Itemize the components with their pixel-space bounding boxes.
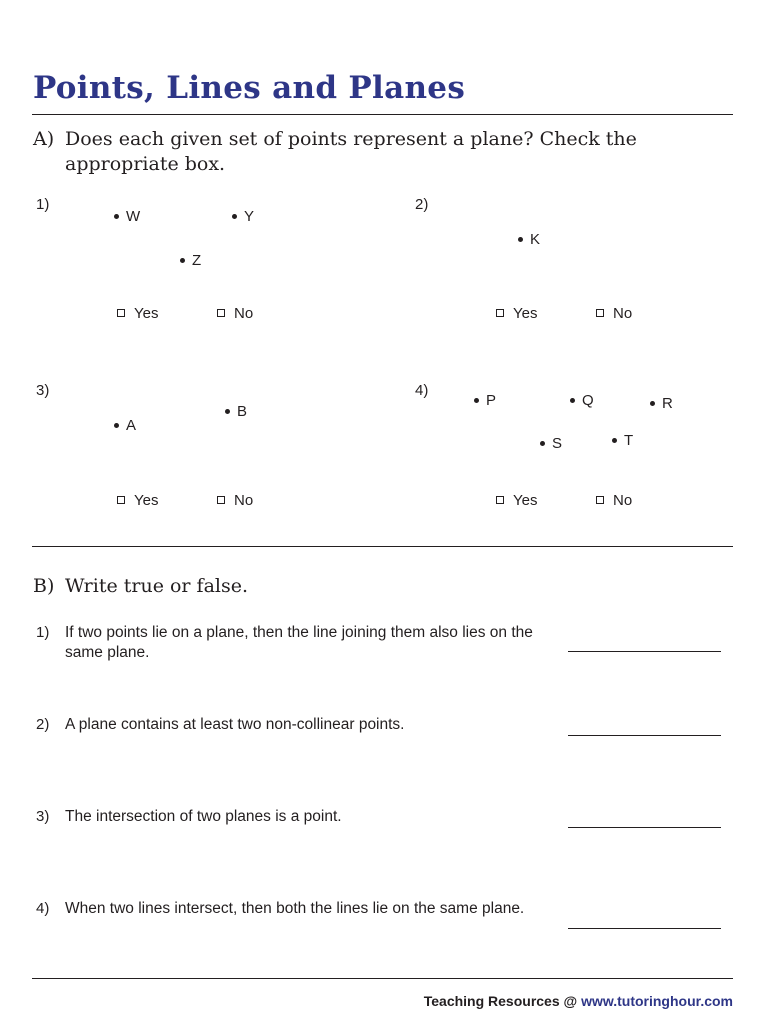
section-a-instruction: Does each given set of points represent a plane? Check the appropriate box.: [65, 128, 637, 175]
statement-text: When two lines intersect, then both the lines lie on the same plane.: [65, 900, 525, 917]
section-b-label: B): [33, 575, 55, 597]
footer: [424, 993, 733, 1009]
section-b-instruction: Write true or false.: [65, 575, 249, 597]
option-label: Yes: [513, 492, 538, 509]
section-a-label: A): [33, 128, 55, 150]
checkbox-box[interactable]: [117, 496, 125, 504]
point-label: R: [662, 395, 673, 412]
point-w: [114, 208, 140, 225]
option-label: Yes: [513, 305, 538, 322]
point-a: [114, 417, 136, 434]
question-number: 2): [415, 196, 429, 213]
statement-number: 2): [36, 716, 50, 733]
answer-blank[interactable]: [568, 928, 721, 929]
point-label: Q: [582, 392, 594, 409]
point-dot: [518, 237, 523, 242]
point-label: A: [126, 417, 137, 434]
point-label: Z: [192, 252, 202, 269]
yes-checkbox[interactable]: [117, 492, 158, 509]
point-label: K: [530, 231, 541, 248]
point-dot: [114, 423, 119, 428]
point-q: [570, 392, 594, 409]
option-label: No: [613, 305, 633, 322]
page-title: Points, Lines and Planes: [33, 70, 466, 106]
no-checkbox[interactable]: [596, 492, 632, 509]
point-label: B: [237, 403, 248, 420]
no-checkbox[interactable]: [217, 492, 253, 509]
checkbox-box[interactable]: [496, 309, 504, 317]
point-label: P: [486, 392, 497, 409]
title-divider: [32, 114, 733, 115]
point-dot: [570, 398, 575, 403]
question-number: 1): [36, 196, 50, 213]
question-number: 4): [415, 382, 429, 399]
statement-number: 3): [36, 808, 50, 825]
point-r: [650, 395, 673, 412]
option-label: Yes: [134, 305, 159, 322]
checkbox-box[interactable]: [496, 496, 504, 504]
statement-text: A plane contains at least two non-collinear points.: [65, 716, 405, 733]
checkbox-box[interactable]: [117, 309, 125, 317]
point-s: [540, 435, 562, 452]
checkbox-box[interactable]: [596, 496, 604, 504]
statement-text: If two points lie on a plane, then the line joining them also lies on the same plane.: [65, 624, 533, 661]
option-label: No: [613, 492, 633, 509]
checkbox-box[interactable]: [596, 309, 604, 317]
point-label: Y: [244, 208, 255, 225]
footer-link[interactable]: www.tutoringhour.com: [581, 993, 733, 1009]
point-y: [232, 208, 254, 225]
statement-number: 4): [36, 900, 50, 917]
option-label: No: [234, 492, 254, 509]
no-checkbox[interactable]: [217, 305, 253, 322]
answer-blank[interactable]: [568, 827, 721, 828]
question-number: 3): [36, 382, 50, 399]
point-dot: [180, 258, 185, 263]
point-dot: [225, 409, 230, 414]
point-b: [225, 403, 247, 420]
option-label: Yes: [134, 492, 159, 509]
option-label: No: [234, 305, 254, 322]
answer-blank[interactable]: [568, 735, 721, 736]
statement-text: The intersection of two planes is a point.: [65, 808, 342, 825]
answer-blank[interactable]: [568, 651, 721, 652]
point-dot: [612, 438, 617, 443]
checkbox-box[interactable]: [217, 496, 225, 504]
point-dot: [474, 398, 479, 403]
point-label: W: [126, 208, 141, 225]
statement-number: 1): [36, 624, 50, 641]
point-t: [612, 432, 633, 449]
checkbox-box[interactable]: [217, 309, 225, 317]
footer-prefix: Teaching Resources @: [423, 993, 578, 1009]
yes-checkbox[interactable]: [496, 305, 537, 322]
yes-checkbox[interactable]: [496, 492, 537, 509]
point-dot: [650, 401, 655, 406]
point-k: [518, 231, 540, 248]
point-dot: [232, 214, 237, 219]
point-z: [180, 252, 201, 269]
no-checkbox[interactable]: [596, 305, 632, 322]
yes-checkbox[interactable]: [117, 305, 158, 322]
section-divider: [32, 546, 733, 547]
point-dot: [114, 214, 119, 219]
point-label: S: [552, 435, 563, 452]
point-label: T: [624, 432, 634, 449]
point-dot: [540, 441, 545, 446]
footer-divider: [32, 978, 733, 979]
point-p: [474, 392, 496, 409]
